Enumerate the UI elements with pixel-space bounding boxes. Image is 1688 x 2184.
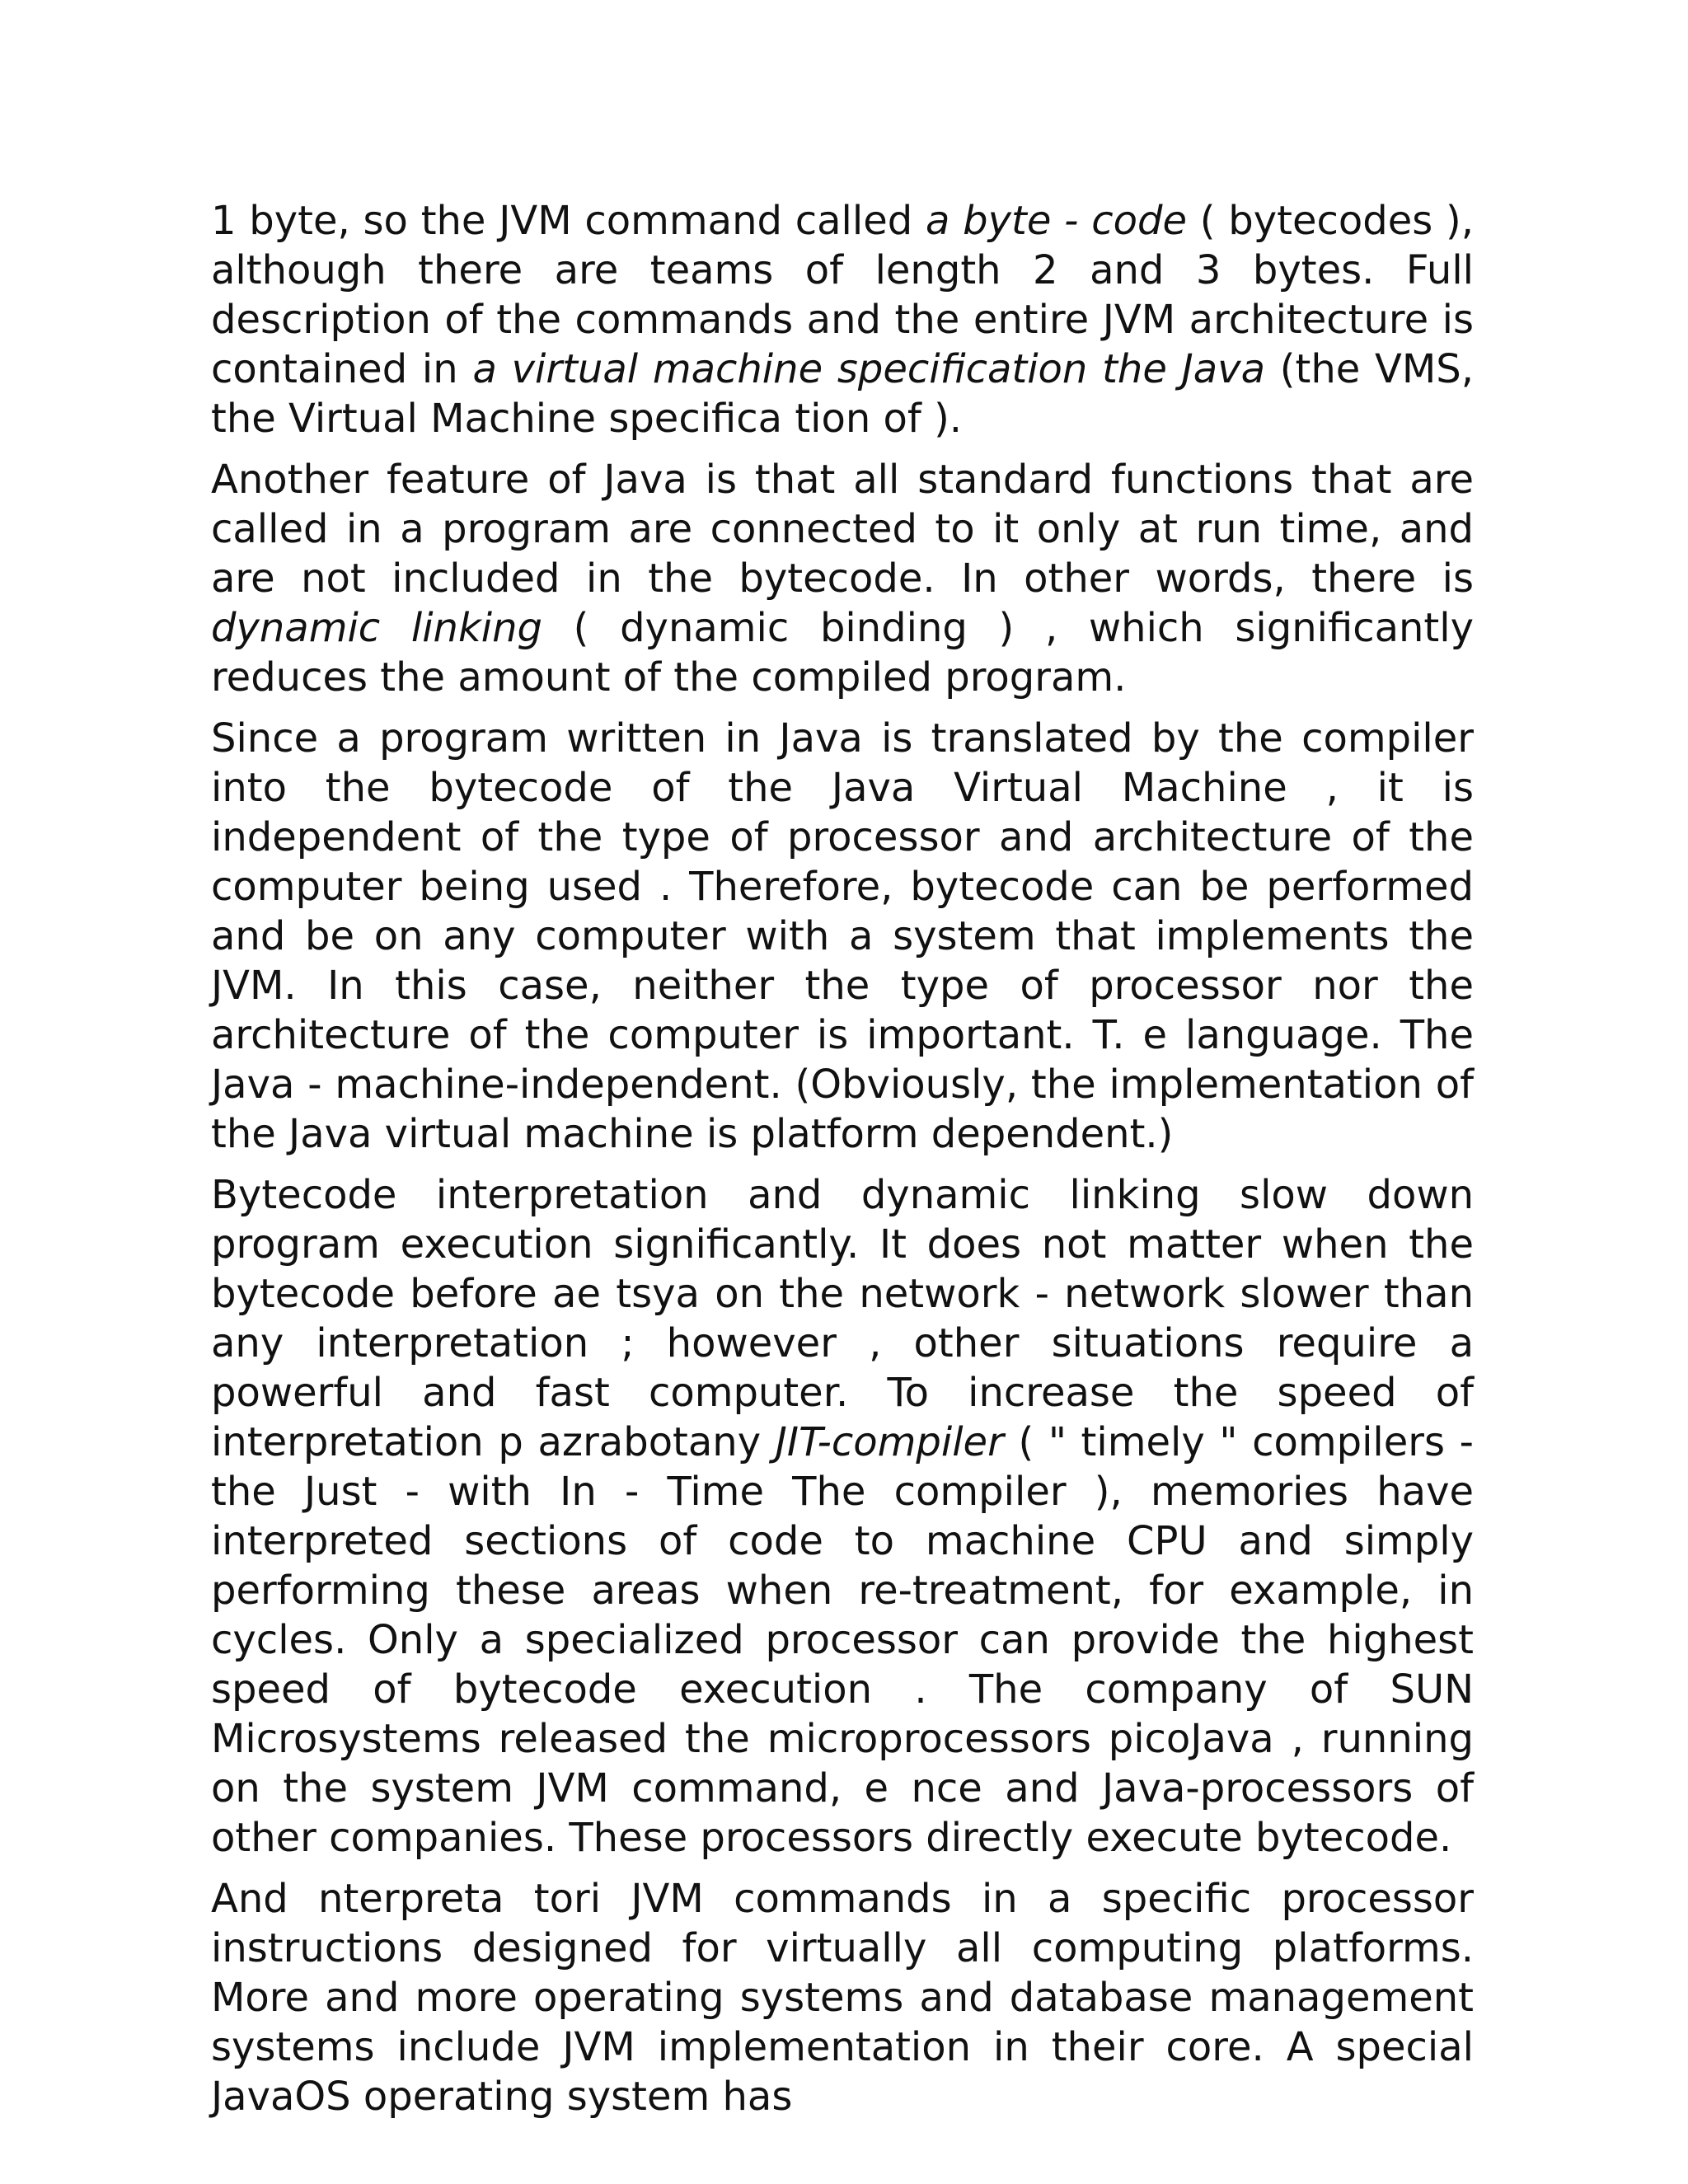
paragraph-5-text-1: And nterpreta tori JVM commands in a specific processor instructions designed for virtually all computing platforms. More and more operating systems and database management systems include JVM implementation in their core. A special JavaOS operating system has <box>211 1876 1474 2120</box>
paragraph-2-text-1: Another feature of Java is that all standard functions that are called in a program are connected to it only at run time, and are not included in the bytecode. In other words, there is <box>211 457 1474 602</box>
paragraph-4-text-2: ( " timely " compilers - the Just - with In - Time The compiler ), memories have interpreted sections of code to machine CPU and simply performing these areas when re-treatment, for example, in cycles. Only a specialized processor can provide the highest speed of bytecode execution . The company of SUN Microsystems released the microprocessors picoJava , running on the system JVM command, e nce and Java-processors of other companies. These processors directly execute bytecode. <box>211 1419 1474 1861</box>
paragraph-1-text-3: (the VMS, the Virtual Machine specifica tion of ). <box>211 346 1474 442</box>
paragraph-2 <box>211 455 1474 702</box>
paragraph-1-text-1: 1 byte, so the JVM command called <box>211 198 926 244</box>
term-dynamic-linking: dynamic linking <box>211 605 542 651</box>
term-vm-specification: a virtual machine specification the Java <box>472 346 1266 392</box>
paragraph-3-text-1: Since a program written in Java is translated by the compiler into the bytecode of the Java Virtual Machine , it is independent of the type of processor and architecture of the computer being used . Therefore, bytecode can be performed and be on any computer with a system that implements the JVM. In this case, neither the type of processor nor the architecture of the computer is important. T. e language. The Java - machine-independent. (Obviously, the implementation of the Java virtual machine is platform dependent.) <box>211 715 1474 1157</box>
paragraph-2-text-2: ( dynamic binding ) , which significantly reduces the amount of the compiled program. <box>211 605 1474 701</box>
paragraph-3 <box>211 714 1474 1159</box>
paragraph-4-text-1: Bytecode interpretation and dynamic linking slow down program execution significantly. It does not matter when the bytecode before ae tsya on the network - network slower than any interpretation ; however , other situations require a powerful and fast computer. To increase the speed of interpretation p azrabotany <box>211 1172 1474 1465</box>
paragraph-5 <box>211 1874 1474 2121</box>
document-body <box>211 196 1474 2121</box>
paragraph-1 <box>211 196 1474 443</box>
paragraph-4 <box>211 1170 1474 1863</box>
paragraph-1-text-2: ( bytecodes ), although there are teams of length 2 and 3 bytes. Full description of the commands and the entire JVM architecture is contained in <box>211 198 1474 392</box>
term-byte-code: a byte - code <box>925 198 1187 244</box>
term-jit-compiler: JIT-compiler <box>775 1419 1004 1465</box>
